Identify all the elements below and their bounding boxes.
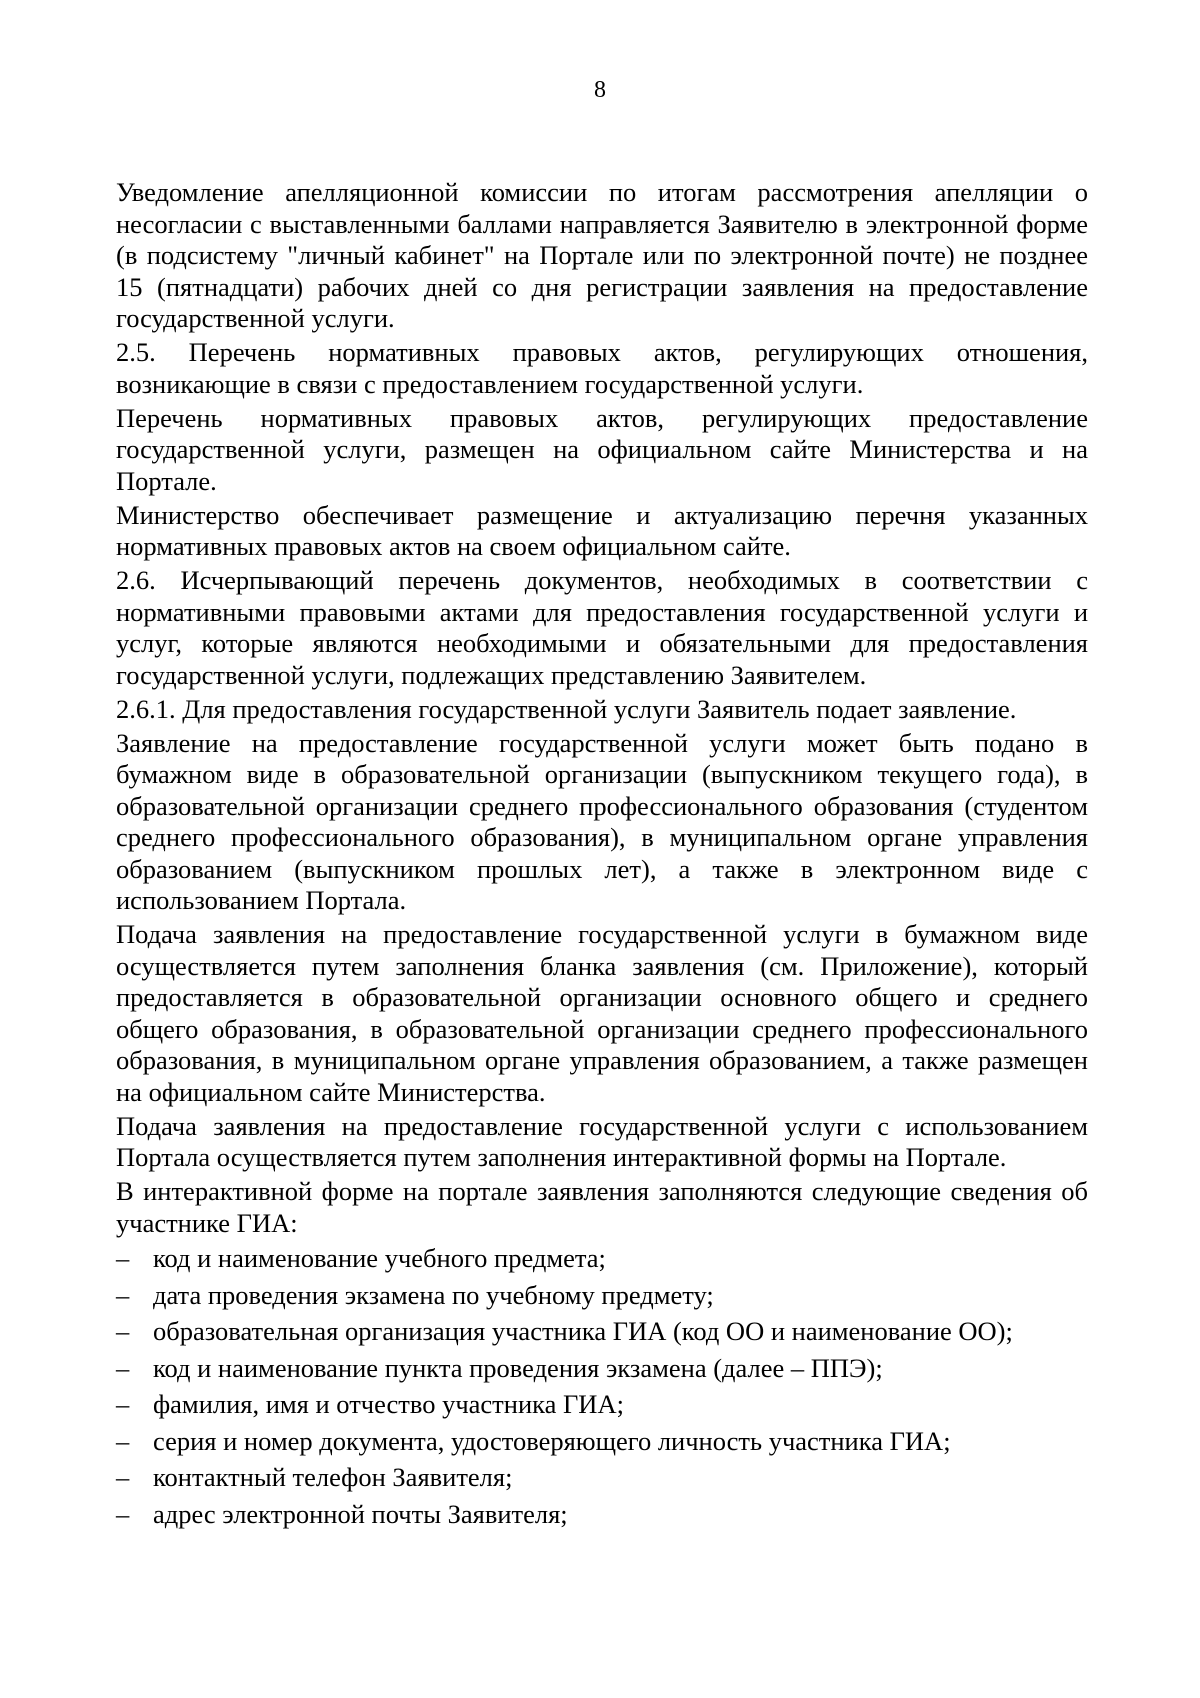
paragraph-ministry-update: Министерство обеспечивает размещение и актуализацию перечня указанных нормативных правовых актов на своем официальном сайте. [116,499,1088,561]
paragraph-section-2-6-1: 2.6.1. Для предоставления государственной услуги Заявитель подает заявление. [116,693,1017,724]
list-dash: – [116,1462,130,1492]
list-item-text: дата проведения экзамена по учебному предмету; [153,1279,714,1310]
list-item-text: фамилия, имя и отчество участника ГИА; [153,1389,624,1419]
list-dash: – [116,1243,130,1273]
document-body [116,177,1088,1535]
list-dash: – [116,1498,130,1529]
paragraph-section-2-5: 2.5. Перечень нормативных правовых актов, регулирующих отношения, возникающие в связи с предоставлением государственной услуги. [116,337,1088,399]
list-item [116,1462,1088,1499]
paragraph-application-submission: Заявление на предоставление государственной услуги может быть подано в бумажном виде в образовательной организации (выпускником текущего года), в образовательной организации среднего профессионального образования (студентом среднего профессионального образования), в муниципальном органе управления образованием (выпускником прошлых лет), а также в электронном виде с использованием Портала. [116,727,1088,915]
paragraph-acts-list: Перечень нормативных правовых актов, регулирующих предоставление государственной услуги, размещен на официальном сайте Министерства и на Портале. [116,402,1088,496]
paragraph-notification: Уведомление апелляционной комиссии по итогам рассмотрения апелляции о несогласии с выставленными баллами направляется Заявителю в электронной форме (в подсистему "личный кабинет" на Портале или по электронной почте) не позднее 15 (пятнадцати) рабочих дней со дня регистрации заявления на предоставление государственной услуги. [116,177,1088,333]
page-number: 8 [594,77,606,103]
paragraph-section-2-6: 2.6. Исчерпывающий перечень документов, необходимых в соответствии с нормативными правовыми актами для предоставления государственной услуги и услуг, которые являются необходимыми и обязательными для предоставления государственной услуги, подлежащих представлению Заявителем. [116,565,1088,690]
list-item [116,1280,1088,1317]
participant-info-list [116,1243,1088,1535]
paragraph-paper-submission: Подача заявления на предоставление государственной услуги в бумажном виде осуществляется путем заполнения бланка заявления (см. Приложение), который предоставляется в образовательной организации основного общего и среднего общего образования, в образовательной организации среднего профессионального образования, в муниципальном органе управления образованием, а также размещен на официальном сайте Министерства. [116,919,1088,1107]
list-item [116,1426,1088,1463]
list-item-text: адрес электронной почты Заявителя; [153,1498,568,1529]
list-dash: – [116,1316,130,1346]
list-dash: – [116,1352,130,1383]
list-dash: – [116,1389,130,1419]
list-item-text: серия и номер документа, удостоверяющего личность участника ГИА; [153,1425,951,1456]
list-item-text: образовательная организация участника ГИА (код ОО и наименование ОО); [153,1316,1013,1346]
list-item-text: код и наименование пункта проведения экзамена (далее – ППЭ); [153,1352,883,1383]
list-dash: – [116,1425,130,1456]
list-item [116,1316,1088,1353]
list-item [116,1389,1088,1426]
list-item [116,1499,1088,1536]
paragraph-portal-submission: Подача заявления на предоставление государственной услуги с использованием Портала осуществляется путем заполнения интерактивной формы на Портале. [116,1110,1088,1172]
list-item [116,1353,1088,1390]
list-item-text: контактный телефон Заявителя; [153,1462,513,1492]
paragraph-interactive-form: В интерактивной форме на портале заявления заполняются следующие сведения об участнике ГИА: [116,1176,1088,1238]
list-dash: – [116,1279,130,1310]
list-item-text: код и наименование учебного предмета; [153,1243,606,1273]
list-item [116,1243,1088,1280]
